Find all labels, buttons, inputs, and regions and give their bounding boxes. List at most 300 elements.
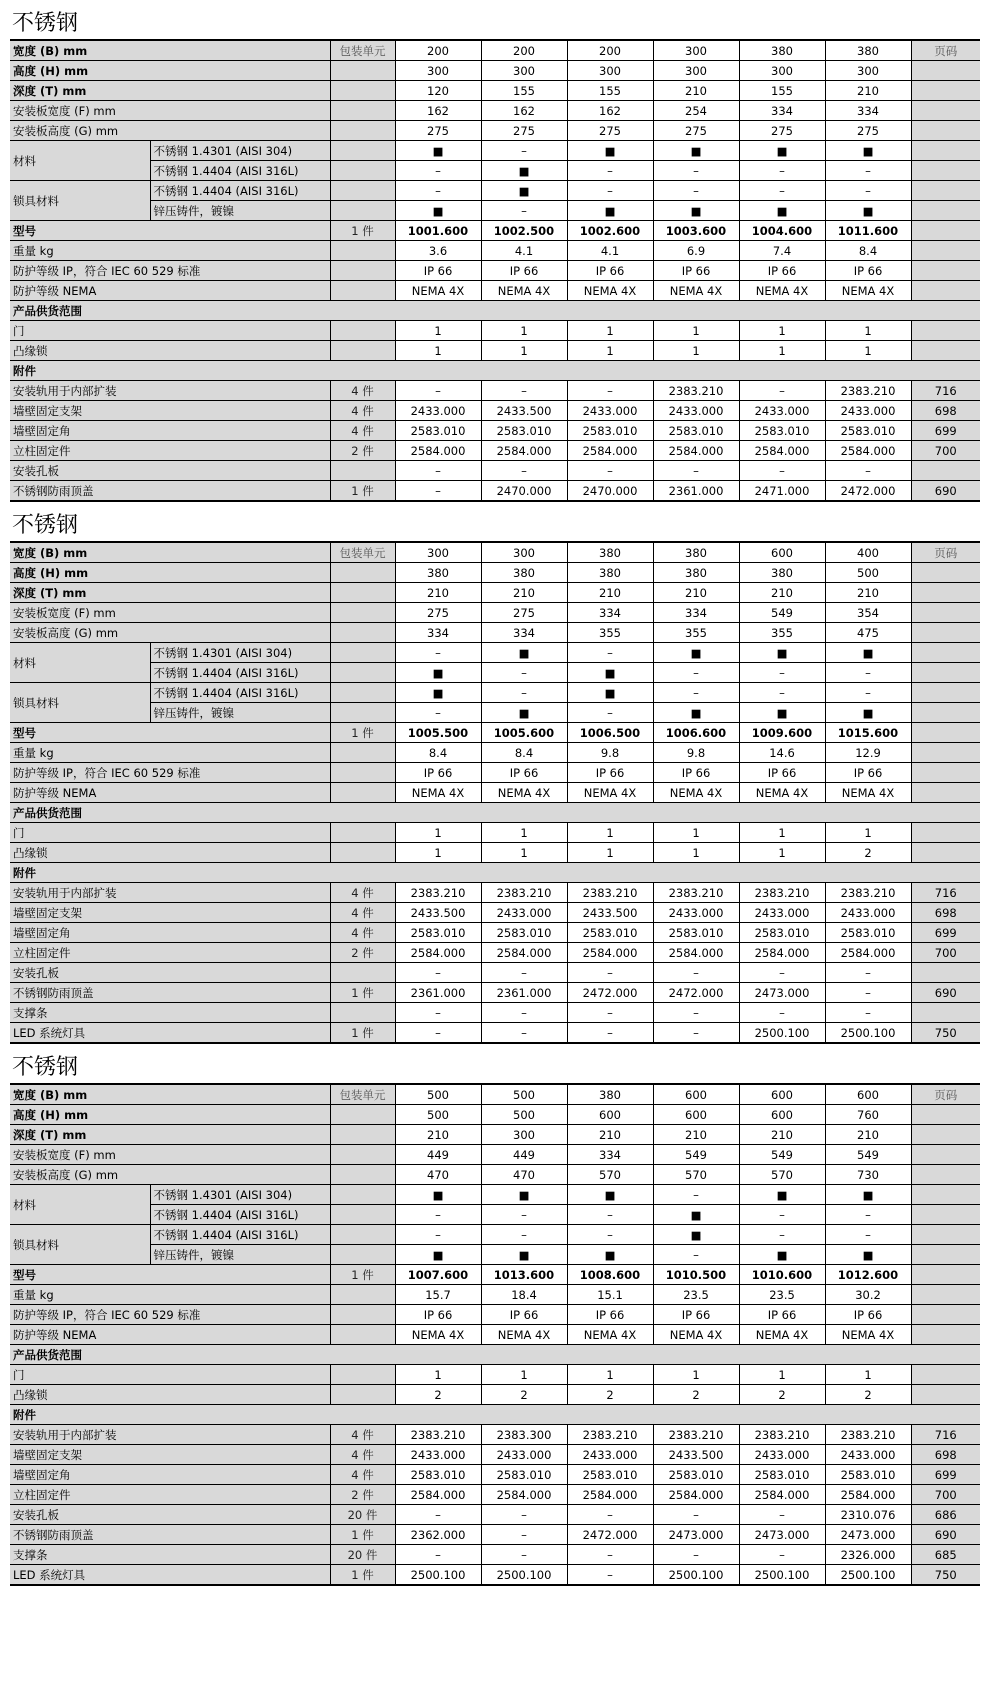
spec-value: 2583.010 [481, 421, 567, 441]
spec-value: 600 [739, 542, 825, 563]
spec-value: 2472.000 [567, 1525, 653, 1545]
spec-value: 1 [395, 321, 481, 341]
spec-value: NEMA 4X [481, 783, 567, 803]
group-header: 附件 [10, 863, 980, 883]
pack-unit [330, 623, 395, 643]
spec-value: NEMA 4X [395, 1325, 481, 1345]
spec-value: – [825, 181, 911, 201]
spec-value: 1009.600 [739, 723, 825, 743]
spec-value: 2383.210 [739, 1425, 825, 1445]
page-ref: 700 [911, 1485, 980, 1505]
group-header-row [10, 803, 980, 823]
spec-row [10, 261, 980, 281]
spec-value: 2326.000 [825, 1545, 911, 1565]
accessory-row [10, 441, 980, 461]
spec-value: – [481, 141, 567, 161]
page-ref [911, 201, 980, 221]
spec-value: 1002.600 [567, 221, 653, 241]
spec-value: 2433.000 [567, 401, 653, 421]
row-label: 高度 (H) mm [10, 563, 330, 583]
row-sublabel: 锌压铸件，镀镍 [150, 1245, 330, 1265]
spec-value: – [481, 683, 567, 703]
spec-value: 2583.010 [481, 923, 567, 943]
row-label: 防护等级 IP，符合 IEC 60 529 标准 [10, 1305, 330, 1325]
spec-value: NEMA 4X [739, 281, 825, 301]
spec-value: 1 [739, 1365, 825, 1385]
spec-row [10, 1125, 980, 1145]
spec-value: 1 [567, 823, 653, 843]
page-ref [911, 1105, 980, 1125]
spec-value: 2500.100 [739, 1023, 825, 1044]
spec-value: 1 [653, 843, 739, 863]
spec-row [10, 61, 980, 81]
row-label: 门 [10, 1365, 330, 1385]
spec-value: 1002.500 [481, 221, 567, 241]
page-ref [911, 843, 980, 863]
spec-value: 1 [825, 1365, 911, 1385]
row-label: 防护等级 NEMA [10, 783, 330, 803]
spec-value: – [395, 381, 481, 401]
spec-value: 2584.000 [395, 441, 481, 461]
spec-value: – [653, 683, 739, 703]
spec-value: 200 [481, 40, 567, 61]
pack-unit: 4 件 [330, 1445, 395, 1465]
spec-value: ■ [739, 1185, 825, 1205]
spec-value: ■ [653, 1205, 739, 1225]
spec-value: – [825, 1003, 911, 1023]
page-ref [911, 1385, 980, 1405]
spec-value: 470 [481, 1165, 567, 1185]
page-ref: 690 [911, 983, 980, 1003]
spec-value: 2433.000 [653, 401, 739, 421]
spec-value: 500 [481, 1084, 567, 1105]
spec-value: 570 [567, 1165, 653, 1185]
row-label: 墙壁固定角 [10, 923, 330, 943]
spec-value: 1 [739, 321, 825, 341]
spec-value: 2584.000 [739, 943, 825, 963]
spec-value: 210 [825, 583, 911, 603]
spec-row [10, 1205, 980, 1225]
page-ref [911, 181, 980, 201]
spec-value: 2433.000 [825, 401, 911, 421]
spec-value: 1 [653, 823, 739, 843]
spec-row [10, 1385, 980, 1405]
page-ref [911, 703, 980, 723]
spec-value: – [481, 963, 567, 983]
group-header-row [10, 301, 980, 321]
row-label: 宽度 (B) mm [10, 1084, 330, 1105]
spec-value: 2383.210 [395, 883, 481, 903]
spec-value: 275 [653, 121, 739, 141]
pack-unit: 1 件 [330, 221, 395, 241]
spec-value: ■ [395, 683, 481, 703]
spec-value: 12.9 [825, 743, 911, 763]
pack-unit: 1 件 [330, 1525, 395, 1545]
spec-value: 2584.000 [567, 1485, 653, 1505]
pack-unit: 1 件 [330, 1023, 395, 1044]
spec-value: – [481, 381, 567, 401]
spec-value: – [395, 481, 481, 502]
spec-value: 210 [653, 1125, 739, 1145]
spec-value: 2361.000 [481, 983, 567, 1003]
page-ref [911, 1165, 980, 1185]
spec-value: 2470.000 [481, 481, 567, 502]
spec-value: – [481, 1003, 567, 1023]
accessory-row [10, 481, 980, 502]
spec-value: 1 [481, 321, 567, 341]
pack-unit [330, 201, 395, 221]
page-ref [911, 783, 980, 803]
group-header: 产品供货范围 [10, 301, 980, 321]
accessory-row [10, 1465, 980, 1485]
row-label: 不锈钢防雨顶盖 [10, 983, 330, 1003]
row-label: 门 [10, 321, 330, 341]
spec-value: IP 66 [653, 261, 739, 281]
spec-value: 449 [481, 1145, 567, 1165]
pack-unit: 20 件 [330, 1545, 395, 1565]
page-ref [911, 723, 980, 743]
page-ref [911, 1365, 980, 1385]
row-label: 型号 [10, 221, 330, 241]
spec-value: ■ [481, 1185, 567, 1205]
spec-value: – [481, 663, 567, 683]
pack-unit [330, 763, 395, 783]
pack-unit [330, 1245, 395, 1265]
spec-value: – [395, 1505, 481, 1525]
spec-value: 334 [567, 603, 653, 623]
spec-value: 300 [395, 61, 481, 81]
spec-value: – [739, 683, 825, 703]
row-label: 安装板宽度 (F) mm [10, 101, 330, 121]
spec-value: IP 66 [739, 763, 825, 783]
spec-value: 2362.000 [395, 1525, 481, 1545]
spec-value: 210 [481, 583, 567, 603]
spec-value: 1 [653, 341, 739, 361]
spec-value: 6.9 [653, 241, 739, 261]
spec-value: 200 [567, 40, 653, 61]
spec-value: 2584.000 [653, 441, 739, 461]
spec-value: 2584.000 [739, 441, 825, 461]
spec-value: 210 [395, 1125, 481, 1145]
pack-unit: 1 件 [330, 1265, 395, 1285]
page-ref: 699 [911, 923, 980, 943]
spec-value: ■ [825, 1245, 911, 1265]
spec-value: 2433.000 [395, 1445, 481, 1465]
group-header: 产品供货范围 [10, 803, 980, 823]
spec-value: ■ [481, 703, 567, 723]
pack-unit [330, 663, 395, 683]
row-label: 门 [10, 823, 330, 843]
row-label: 锁具材料 [10, 181, 150, 221]
row-label: 锁具材料 [10, 1225, 150, 1265]
pack-unit [330, 281, 395, 301]
spec-value: 2584.000 [481, 441, 567, 461]
spec-value: 570 [653, 1165, 739, 1185]
pack-unit [330, 1205, 395, 1225]
spec-value: 300 [739, 61, 825, 81]
spec-value: 2583.010 [395, 421, 481, 441]
spec-row [10, 1165, 980, 1185]
spec-value: ■ [567, 663, 653, 683]
spec-value: 2584.000 [825, 441, 911, 461]
spec-value: 2383.210 [653, 1425, 739, 1445]
spec-value: 3.6 [395, 241, 481, 261]
spec-value: IP 66 [567, 763, 653, 783]
spec-value: 549 [653, 1145, 739, 1165]
pack-unit [330, 1365, 395, 1385]
spec-value: – [653, 1545, 739, 1565]
spec-row [10, 703, 980, 723]
spec-value: IP 66 [825, 1305, 911, 1325]
page-ref [911, 963, 980, 983]
spec-row [10, 341, 980, 361]
row-sublabel: 不锈钢 1.4404 (AISI 316L) [150, 161, 330, 181]
spec-value: 275 [395, 121, 481, 141]
spec-value: 275 [481, 603, 567, 623]
row-label: 立柱固定件 [10, 441, 330, 461]
spec-value: 1 [395, 843, 481, 863]
accessory-row [10, 401, 980, 421]
spec-value: 2583.010 [567, 1465, 653, 1485]
spec-row [10, 723, 980, 743]
spec-value: 1 [739, 843, 825, 863]
spec-value: – [395, 1003, 481, 1023]
pack-unit [330, 1105, 395, 1125]
page-ref [911, 1145, 980, 1165]
spec-value: NEMA 4X [395, 783, 481, 803]
spec-value: 549 [739, 603, 825, 623]
spec-value: – [395, 1023, 481, 1044]
spec-value: 549 [825, 1145, 911, 1165]
spec-row [10, 181, 980, 201]
spec-value: 2472.000 [653, 983, 739, 1003]
spec-value: 1006.600 [653, 723, 739, 743]
pack-unit: 4 件 [330, 401, 395, 421]
spec-value: 2433.000 [395, 401, 481, 421]
spec-value: 2583.010 [739, 923, 825, 943]
spec-value: 2500.100 [739, 1565, 825, 1586]
pack-unit [330, 703, 395, 723]
spec-value: 1010.600 [739, 1265, 825, 1285]
accessory-row [10, 923, 980, 943]
spec-value: 600 [739, 1084, 825, 1105]
page-ref: 750 [911, 1023, 980, 1044]
spec-value: 254 [653, 101, 739, 121]
spec-value: 380 [567, 542, 653, 563]
spec-value: 470 [395, 1165, 481, 1185]
spec-value: 275 [481, 121, 567, 141]
spec-value: – [481, 201, 567, 221]
spec-value: 2500.100 [395, 1565, 481, 1586]
spec-row [10, 101, 980, 121]
page-ref [911, 101, 980, 121]
spec-value: 2470.000 [567, 481, 653, 502]
page-ref [911, 1125, 980, 1145]
spec-value: 2433.000 [739, 1445, 825, 1465]
row-label: 材料 [10, 643, 150, 683]
spec-value: – [825, 461, 911, 481]
spec-value: 2472.000 [825, 481, 911, 502]
spec-value: 2 [481, 1385, 567, 1405]
page-ref [911, 823, 980, 843]
spec-value: ■ [739, 201, 825, 221]
spec-value: 2500.100 [825, 1023, 911, 1044]
pack-unit: 1 件 [330, 983, 395, 1003]
row-label: 型号 [10, 1265, 330, 1285]
spec-value: 355 [739, 623, 825, 643]
spec-value: 1007.600 [395, 1265, 481, 1285]
row-label: 墙壁固定支架 [10, 401, 330, 421]
spec-row [10, 563, 980, 583]
spec-value: – [653, 1023, 739, 1044]
spec-value: 449 [395, 1145, 481, 1165]
pack-unit [330, 743, 395, 763]
spec-row [10, 321, 980, 341]
spec-value: NEMA 4X [395, 281, 481, 301]
spec-value: ■ [567, 1245, 653, 1265]
row-label: 安装板高度 (G) mm [10, 623, 330, 643]
spec-value: 334 [395, 623, 481, 643]
spec-value: 2361.000 [395, 983, 481, 1003]
spec-value: – [739, 1545, 825, 1565]
spec-value: 600 [825, 1084, 911, 1105]
pack-unit [330, 1165, 395, 1185]
spec-value: – [825, 683, 911, 703]
spec-value: – [653, 1185, 739, 1205]
spec-value: 1012.600 [825, 1265, 911, 1285]
row-sublabel: 不锈钢 1.4301 (AISI 304) [150, 643, 330, 663]
spec-value: – [739, 381, 825, 401]
spec-value: – [739, 963, 825, 983]
spec-table [10, 1083, 980, 1586]
spec-value: 2583.010 [825, 923, 911, 943]
spec-value: 2584.000 [653, 943, 739, 963]
spec-value: 300 [567, 61, 653, 81]
spec-value: 2583.010 [567, 923, 653, 943]
pack-unit [330, 603, 395, 623]
spec-value: 1011.600 [825, 221, 911, 241]
spec-value: 2383.210 [567, 883, 653, 903]
spec-value: 275 [739, 121, 825, 141]
spec-row [10, 241, 980, 261]
page-ref: 716 [911, 883, 980, 903]
spec-value: – [653, 1505, 739, 1525]
page-header: 页码 [911, 542, 980, 563]
spec-value: 1 [481, 823, 567, 843]
pack-unit [330, 823, 395, 843]
spec-value: IP 66 [653, 1305, 739, 1325]
spec-value: 300 [481, 542, 567, 563]
spec-value: 334 [739, 101, 825, 121]
spec-value: ■ [653, 201, 739, 221]
spec-value: 2472.000 [567, 983, 653, 1003]
spec-value: 2 [825, 1385, 911, 1405]
spec-value: 2 [739, 1385, 825, 1405]
spec-value: 155 [739, 81, 825, 101]
spec-row [10, 1365, 980, 1385]
page-ref: 700 [911, 943, 980, 963]
spec-value: 380 [395, 563, 481, 583]
spec-value: IP 66 [739, 1305, 825, 1325]
row-label: 支撑条 [10, 1545, 330, 1565]
row-label: 安装板宽度 (F) mm [10, 603, 330, 623]
row-sublabel: 不锈钢 1.4301 (AISI 304) [150, 141, 330, 161]
row-label: 支撑条 [10, 1003, 330, 1023]
page-ref [911, 161, 980, 181]
row-label: LED 系统灯具 [10, 1023, 330, 1044]
row-sublabel: 不锈钢 1.4404 (AISI 316L) [150, 663, 330, 683]
spec-value: 600 [653, 1105, 739, 1125]
pack-unit [330, 1305, 395, 1325]
spec-value: 475 [825, 623, 911, 643]
spec-value: 210 [825, 1125, 911, 1145]
pack-unit: 4 件 [330, 923, 395, 943]
spec-value: ■ [481, 161, 567, 181]
page-ref [911, 341, 980, 361]
spec-value: – [825, 161, 911, 181]
spec-value: – [567, 1565, 653, 1586]
spec-value: 500 [825, 563, 911, 583]
pack-unit [330, 1003, 395, 1023]
page-ref [911, 261, 980, 281]
row-label: LED 系统灯具 [10, 1565, 330, 1586]
spec-value: 600 [653, 1084, 739, 1105]
row-label: 重量 kg [10, 743, 330, 763]
row-label: 高度 (H) mm [10, 1105, 330, 1125]
spec-row [10, 1325, 980, 1345]
spec-row [10, 1225, 980, 1245]
spec-value: – [653, 1003, 739, 1023]
spec-value: 1 [395, 341, 481, 361]
spec-value: 155 [481, 81, 567, 101]
spec-value: – [481, 1545, 567, 1565]
pack-unit: 4 件 [330, 1465, 395, 1485]
spec-value: NEMA 4X [825, 281, 911, 301]
spec-value: ■ [739, 643, 825, 663]
spec-row [10, 221, 980, 241]
row-label: 安装轨用于内部扩装 [10, 381, 330, 401]
spec-value: 2383.210 [481, 883, 567, 903]
spec-value: 23.5 [739, 1285, 825, 1305]
catalog-page [10, 0, 980, 1586]
page-ref: 699 [911, 1465, 980, 1485]
spec-value: – [481, 1225, 567, 1245]
spec-value: 300 [653, 40, 739, 61]
pack-unit [330, 1145, 395, 1165]
spec-row [10, 1265, 980, 1285]
accessory-row [10, 1023, 980, 1044]
spec-value: 400 [825, 542, 911, 563]
row-label: 不锈钢防雨顶盖 [10, 1525, 330, 1545]
spec-value: – [653, 461, 739, 481]
spec-value: 334 [567, 1145, 653, 1165]
spec-value: 300 [481, 61, 567, 81]
spec-value: 275 [395, 603, 481, 623]
spec-value: 2583.010 [395, 923, 481, 943]
spec-value: – [653, 963, 739, 983]
page-ref [911, 1325, 980, 1345]
spec-value: – [825, 963, 911, 983]
row-label: 安装孔板 [10, 1505, 330, 1525]
spec-value: 200 [395, 40, 481, 61]
row-label: 材料 [10, 141, 150, 181]
spec-value: 2383.210 [739, 883, 825, 903]
spec-value: – [481, 1023, 567, 1044]
accessory-row [10, 461, 980, 481]
spec-value: NEMA 4X [825, 1325, 911, 1345]
spec-value: 1 [395, 823, 481, 843]
spec-value: 2583.010 [653, 923, 739, 943]
